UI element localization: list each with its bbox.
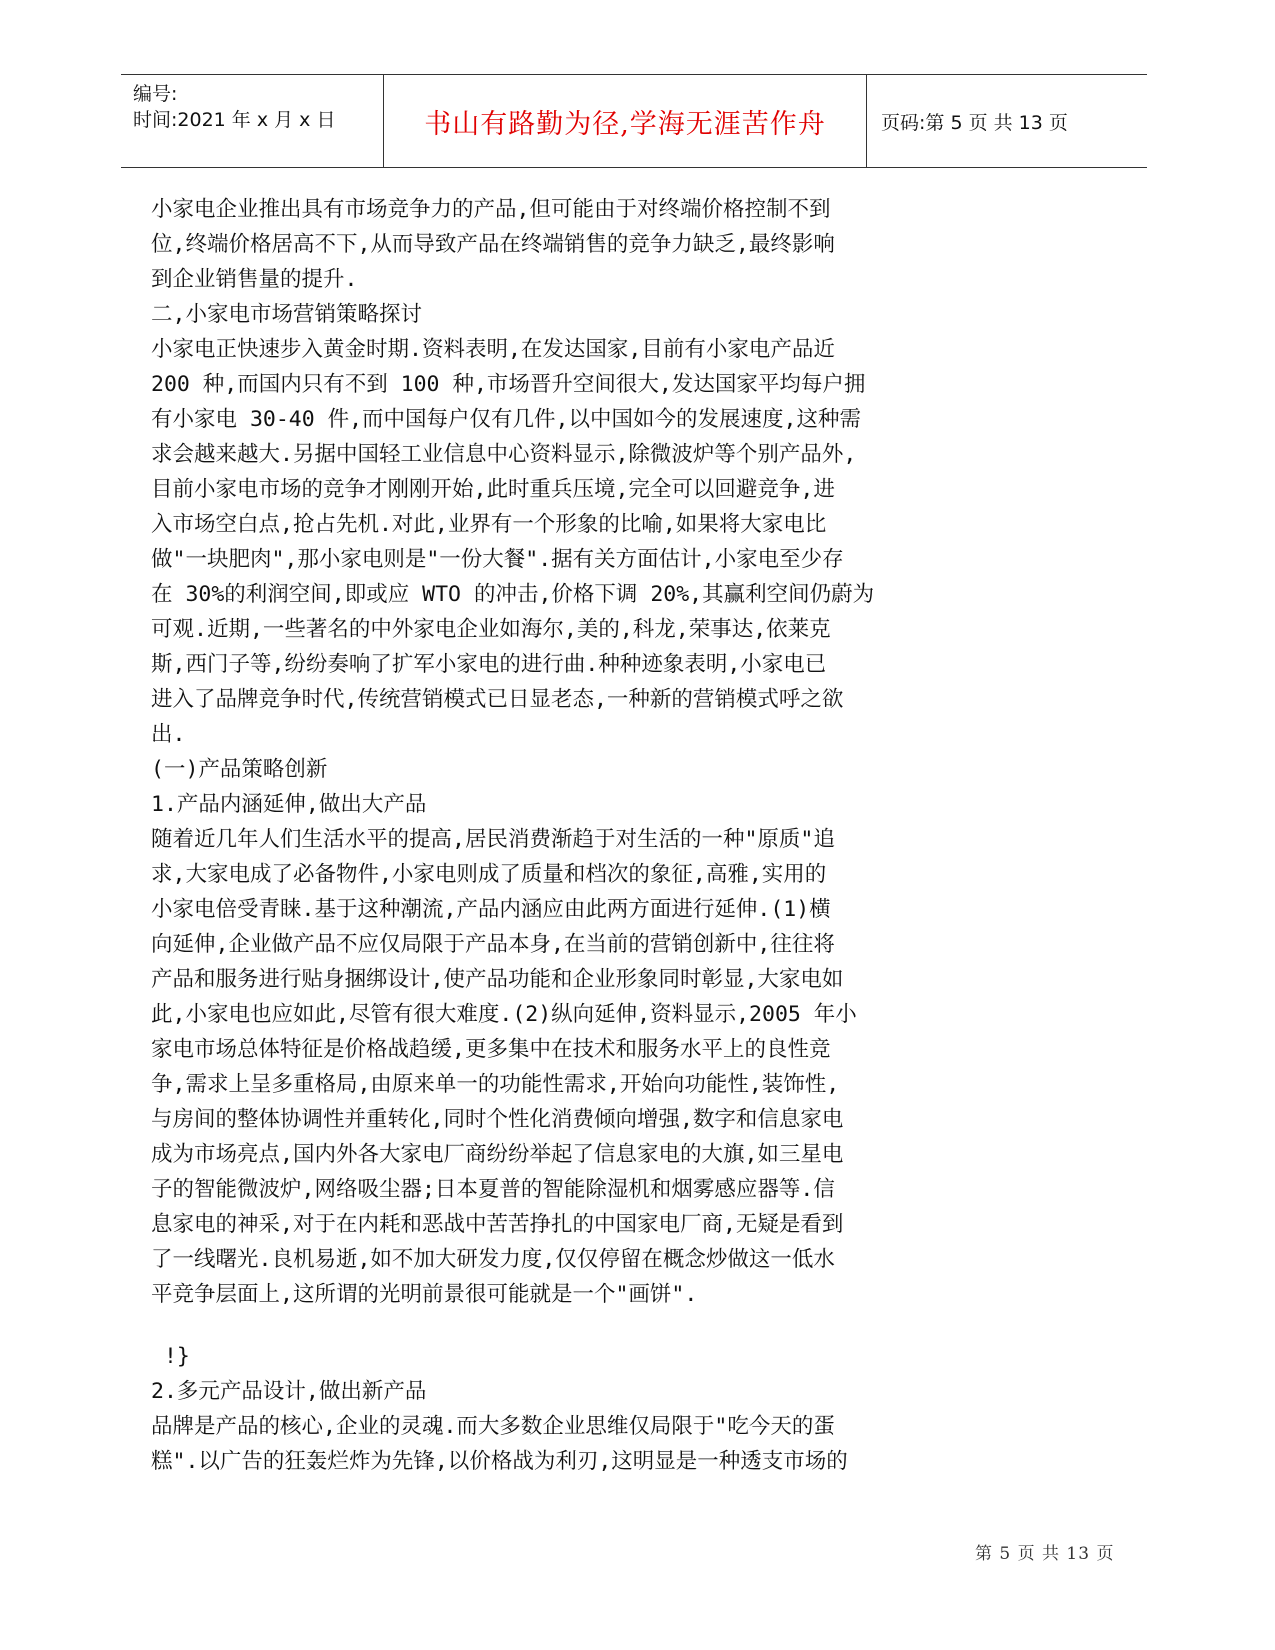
body-text-line: (一)产品策略创新 [151,757,328,782]
body-text-line: 随着近几年人们生活水平的提高,居民消费渐趋于对生活的一种"原质"追 [151,827,835,852]
document-number-label: 编号: [133,83,178,105]
body-text-line: 在 30%的利润空间,即或应 WTO 的冲击,价格下调 20%,其赢利空间仍蔚为 [151,582,875,607]
body-text-line: 200 种,而国内只有不到 100 种,市场晋升空间很大,发达国家平均每户拥 [151,372,866,397]
body-text-line: 目前小家电市场的竞争才刚刚开始,此时重兵压境,完全可以回避竞争,进 [151,477,835,502]
body-text-line: 成为市场亮点,国内外各大家电厂商纷纷举起了信息家电的大旗,如三星电 [151,1142,844,1167]
body-text-line: 进入了品牌竞争时代,传统营销模式已日显老态,一种新的营销模式呼之欲 [151,687,844,712]
page-footer: 第 5 页 共 13 页 [975,1544,1115,1564]
body-text-line: 可观.近期,一些著名的中外家电企业如海尔,美的,科龙,荣事达,依莱克 [151,617,831,642]
body-text-line: 息家电的神采,对于在内耗和恶战中苦苦挣扎的中国家电厂商,无疑是看到 [151,1212,844,1237]
body-text-line: 斯,西门子等,纷纷奏响了扩军小家电的进行曲.种种迹象表明,小家电已 [151,652,827,677]
body-text-line: 小家电企业推出具有市场竞争力的产品,但可能由于对终端价格控制不到 [151,197,831,222]
body-text-line [151,1312,971,1339]
document-header [121,74,1147,168]
header-left-cell [121,75,383,167]
body-text-line: 品牌是产品的核心,企业的灵魂.而大多数企业思维仅局限于"吃今天的蛋 [151,1414,835,1439]
body-text-line: 二,小家电市场营销策略探讨 [151,302,422,327]
body-text-line: 出. [151,722,186,747]
body-text-line: 2.多元产品设计,做出新产品 [151,1379,427,1404]
body-text-line: 1.产品内涵延伸,做出大产品 [151,792,427,817]
header-motto: 书山有路勤为径,学海无涯苦作舟 [424,108,826,140]
body-text-line: 争,需求上呈多重格局,由原来单一的功能性需求,开始向功能性,装饰性, [151,1072,840,1097]
document-body [151,192,971,1479]
body-text-line: 小家电正快速步入黄金时期.资料表明,在发达国家,目前有小家电产品近 [151,337,835,362]
body-text-line: 小家电倍受青睐.基于这种潮流,产品内涵应由此两方面进行延伸.(1)横 [151,897,831,922]
body-text-line: 做"一块肥肉",那小家电则是"一份大餐".据有关方面估计,小家电至少存 [151,547,844,572]
body-text-line: !} [151,1344,190,1369]
header-page-info: 页码:第 5 页 共 13 页 [881,111,1068,134]
body-text-line: 产品和服务进行贴身捆绑设计,使产品功能和企业形象同时彰显,大家电如 [151,967,844,992]
body-text-line: 到企业销售量的提升. [151,267,358,292]
body-text-line: 向延伸,企业做产品不应仅局限于产品本身,在当前的营销创新中,往往将 [151,932,835,957]
body-text-line: 家电市场总体特征是价格战趋缓,更多集中在技术和服务水平上的良性竞 [151,1037,831,1062]
body-text-line: 位,终端价格居高不下,从而导致产品在终端销售的竞争力缺乏,最终影响 [151,232,835,257]
body-text-line: 此,小家电也应如此,尽管有很大难度.(2)纵向延伸,资料显示,2005 年小 [151,1002,857,1027]
body-text-line: 平竞争层面上,这所谓的光明前景很可能就是一个"画饼". [151,1282,698,1307]
body-text-line: 求会越来越大.另据中国轻工业信息中心资料显示,除微波炉等个别产品外, [151,442,857,467]
body-text-line: 糕".以广告的狂轰烂炸为先锋,以价格战为利刃,这明显是一种透支市场的 [151,1449,848,1474]
body-text-line: 求,大家电成了必备物件,小家电则成了质量和档次的象征,高雅,实用的 [151,862,827,887]
body-text-line: 入市场空白点,抢占先机.对此,业界有一个形象的比喻,如果将大家电比 [151,512,827,537]
body-text-line: 与房间的整体协调性并重转化,同时个性化消费倾向增强,数字和信息家电 [151,1107,844,1132]
body-text-line: 了一线曙光.良机易逝,如不加大研发力度,仅仅停留在概念炒做这一低水 [151,1247,835,1272]
body-text-line: 有小家电 30-40 件,而中国每户仅有几件,以中国如今的发展速度,这种需 [151,407,861,432]
header-page-cell [867,75,1147,167]
body-text-line: 子的智能微波炉,网络吸尘器;日本夏普的智能除湿机和烟雾感应器等.信 [151,1177,835,1202]
header-motto-cell [383,75,867,167]
document-time-label: 时间:2021 年 x 月 x 日 [133,109,336,131]
